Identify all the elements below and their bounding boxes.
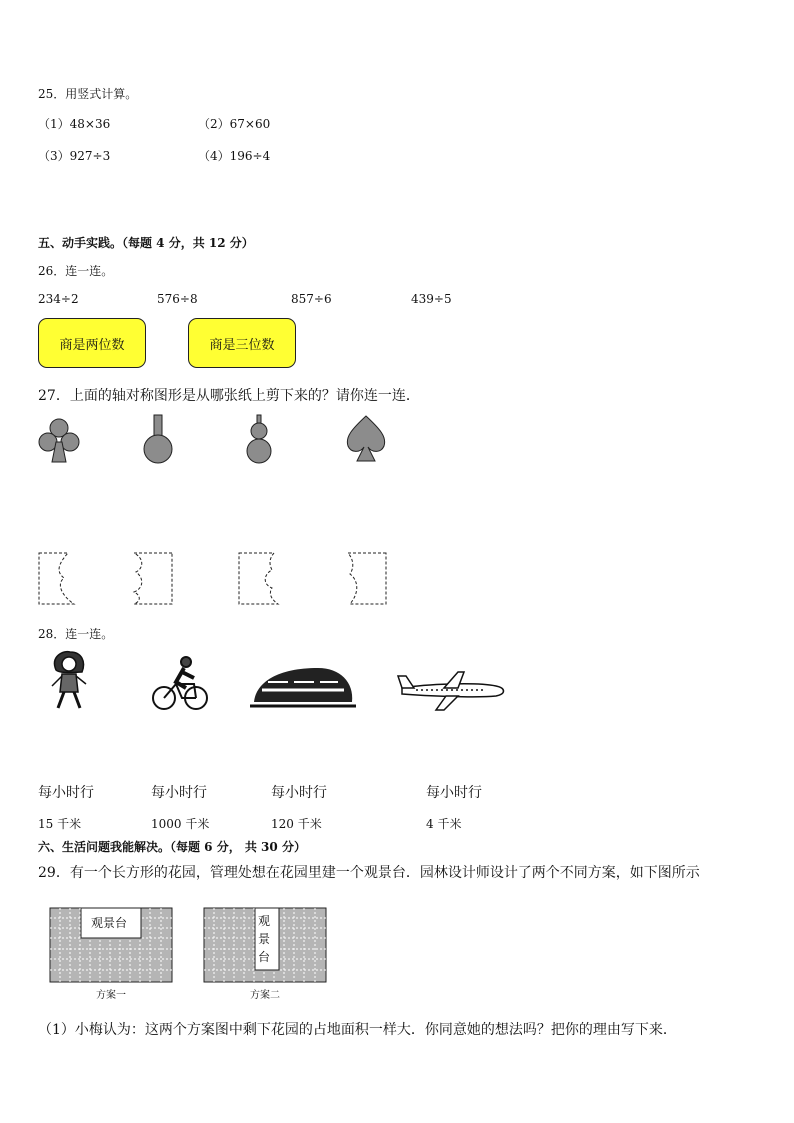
q26-title: 26．连一连。 [38, 264, 114, 278]
folded-paper-1-icon [38, 552, 76, 606]
cyclist-icon [150, 654, 210, 714]
plan-one-viewing-platform: 观景台 [91, 916, 128, 930]
speed-label-1: 每小时行 [38, 785, 94, 801]
girl-walking-icon [46, 650, 92, 712]
q27-title: 27．上面的轴对称图形是从哪张纸上剪下来的？请你连一连． [38, 388, 420, 404]
q25-item-3: （3）927÷3 [38, 149, 111, 163]
speed-label-4: 每小时行 [426, 785, 482, 801]
q28-title: 28．连一连。 [38, 627, 114, 641]
speed-value-3: 120 千米 [271, 817, 322, 831]
plan-two-char-1: 观 [258, 914, 271, 928]
bubble-two-digit-label: 商是两位数 [59, 337, 125, 353]
q29-title: 29．有一个长方形的花园，管理处想在花园里建一个观景台．园林设计师设计了两个不同方案，如下图所示 [38, 865, 700, 881]
speed-value-1: 15 千米 [38, 817, 82, 831]
folded-paper-2-icon [132, 552, 174, 606]
folded-paper-3-icon [238, 552, 280, 606]
q26-expr-3: 857÷6 [291, 292, 332, 306]
speed-label-3: 每小时行 [271, 785, 327, 801]
speed-value-4: 4 千米 [426, 817, 462, 831]
spade-shape-icon [342, 413, 390, 465]
q26-expr-2: 576÷8 [157, 292, 198, 306]
speed-value-2: 1000 千米 [151, 817, 210, 831]
q26-expr-4: 439÷5 [411, 292, 452, 306]
bubble-three-digit-label: 商是三位数 [209, 337, 275, 353]
high-speed-train-icon [248, 662, 358, 712]
bubble-three-digit [188, 318, 296, 368]
plan-two-caption: 方案二 [250, 990, 280, 1001]
speed-label-2: 每小时行 [151, 785, 207, 801]
q25-item-4: （4）196÷4 [198, 149, 271, 163]
section6-heading: 六、生活问题我能解决。（每题 6 分， 共 30 分） [38, 840, 306, 854]
q25-item-2: （2）67×60 [198, 117, 271, 131]
bubble-two-digit [38, 318, 146, 368]
club-shape-icon [36, 416, 82, 464]
gourd-shape-icon [244, 413, 274, 465]
airplane-icon [396, 668, 508, 714]
q26-expr-1: 234÷2 [38, 292, 79, 306]
plan-two-char-3: 台 [258, 950, 271, 964]
q29-sub1: （1）小梅认为：这两个方案图中剩下花园的占地面积一样大．你同意她的想法吗？把你的理由写下来． [38, 1022, 677, 1038]
folded-paper-4-icon [344, 552, 388, 606]
key-shape-icon [140, 413, 176, 465]
section5-heading: 五、动手实践。（每题 4 分，共 12 分） [38, 236, 254, 250]
plan-one-caption: 方案一 [96, 990, 126, 1001]
q25-title: 25．用竖式计算。 [38, 87, 138, 101]
q25-item-1: （1）48×36 [38, 117, 111, 131]
plan-two-char-2: 景 [258, 932, 271, 946]
